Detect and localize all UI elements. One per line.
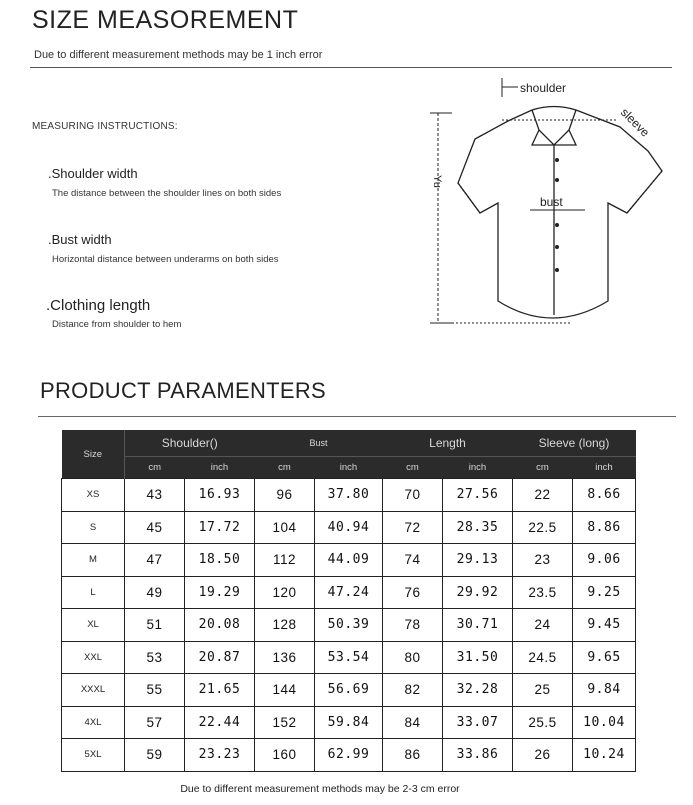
value-cell: 53 (125, 641, 185, 674)
value-cell: 112 (255, 544, 315, 577)
shirt-measurement-diagram (420, 75, 680, 335)
value-cell: 23 (513, 544, 573, 577)
unit-header: inch (185, 457, 255, 479)
value-cell: 22 (513, 479, 573, 512)
size-cell: M (62, 544, 125, 577)
value-cell: 33.07 (443, 706, 513, 739)
value-cell: 33.86 (443, 739, 513, 772)
value-cell: 144 (255, 674, 315, 707)
shirt-outline-icon (458, 107, 662, 319)
value-cell: 22.5 (513, 511, 573, 544)
button-dots (555, 158, 559, 272)
value-cell: 28.35 (443, 511, 513, 544)
value-cell: 45 (125, 511, 185, 544)
value-cell: 37.80 (315, 479, 383, 512)
instruction-desc-bust: Horizontal distance between underarms on both sides (52, 254, 279, 265)
value-cell: 44.09 (315, 544, 383, 577)
value-cell: 72 (383, 511, 443, 544)
value-cell: 104 (255, 511, 315, 544)
value-cell: 47.24 (315, 576, 383, 609)
group-header-shoulder: Shoulder() (125, 430, 255, 457)
value-cell: 29.13 (443, 544, 513, 577)
value-cell: 22.44 (185, 706, 255, 739)
value-cell: 24 (513, 609, 573, 642)
size-measurement-title: SIZE MEASOREMENT (32, 6, 299, 34)
value-cell: 20.87 (185, 641, 255, 674)
value-cell: 25 (513, 674, 573, 707)
size-cell: XXXL (62, 674, 125, 707)
value-cell: 96 (255, 479, 315, 512)
size-cell: 5XL (62, 739, 125, 772)
size-cell: 4XL (62, 706, 125, 739)
instruction-title-length: .Clothing length (46, 297, 151, 314)
unit-header: inch (315, 457, 383, 479)
value-cell: 9.25 (573, 576, 636, 609)
value-cell: 47 (125, 544, 185, 577)
value-cell: 59.84 (315, 706, 383, 739)
value-cell: 23.23 (185, 739, 255, 772)
size-cell: L (62, 576, 125, 609)
value-cell: 70 (383, 479, 443, 512)
value-cell: 128 (255, 609, 315, 642)
table-row (62, 641, 636, 674)
table-unit-row (62, 457, 636, 479)
table-row (62, 511, 636, 544)
value-cell: 9.65 (573, 641, 636, 674)
size-cell: XXL (62, 641, 125, 674)
value-cell: 25.5 (513, 706, 573, 739)
value-cell: 160 (255, 739, 315, 772)
value-cell: 26 (513, 739, 573, 772)
table-row (62, 544, 636, 577)
size-cell: XL (62, 609, 125, 642)
measurement-error-note: Due to different measurement methods may be 1 inch error (34, 49, 323, 61)
footer-error-note: Due to different measurement methods may be 2-3 cm error (180, 783, 460, 795)
table-row (62, 576, 636, 609)
table-row (62, 739, 636, 772)
value-cell: 57 (125, 706, 185, 739)
value-cell: 49 (125, 576, 185, 609)
value-cell: 84 (383, 706, 443, 739)
value-cell: 19.29 (185, 576, 255, 609)
value-cell: 31.50 (443, 641, 513, 674)
value-cell: 16.93 (185, 479, 255, 512)
value-cell: 120 (255, 576, 315, 609)
shoulder-label: shoulder (520, 81, 567, 95)
table-row (62, 609, 636, 642)
value-cell: 59 (125, 739, 185, 772)
instruction-desc-length: Distance from shoulder to hem (52, 319, 182, 330)
value-cell: 76 (383, 576, 443, 609)
value-cell: 62.99 (315, 739, 383, 772)
value-cell: 43 (125, 479, 185, 512)
value-cell: 10.04 (573, 706, 636, 739)
size-chart-table (61, 430, 636, 772)
value-cell: 32.28 (443, 674, 513, 707)
unit-header: cm (255, 457, 315, 479)
value-cell: 17.72 (185, 511, 255, 544)
value-cell: 56.69 (315, 674, 383, 707)
value-cell: 152 (255, 706, 315, 739)
product-parameters-title: PRODUCT PARAMENTERS (40, 378, 327, 403)
value-cell: 40.94 (315, 511, 383, 544)
value-cell: 9.84 (573, 674, 636, 707)
table-header-row (62, 430, 636, 457)
value-cell: 86 (383, 739, 443, 772)
size-cell: S (62, 511, 125, 544)
table-row (62, 674, 636, 707)
value-cell: 21.65 (185, 674, 255, 707)
value-cell: 8.66 (573, 479, 636, 512)
group-header-bust: Bust (255, 430, 383, 457)
measuring-instructions-heading: MEASURING INSTRUCTIONS: (32, 121, 178, 132)
value-cell: 24.5 (513, 641, 573, 674)
size-cell: XS (62, 479, 125, 512)
value-cell: 27.56 (443, 479, 513, 512)
table-row (62, 706, 636, 739)
group-header-sleeve: Sleeve (long) (513, 430, 636, 457)
value-cell: 80 (383, 641, 443, 674)
unit-header: cm (513, 457, 573, 479)
value-cell: 8.86 (573, 511, 636, 544)
value-cell: 20.08 (185, 609, 255, 642)
value-cell: 9.45 (573, 609, 636, 642)
value-cell: 30.71 (443, 609, 513, 642)
size-column-header: Size (62, 430, 125, 479)
value-cell: 51 (125, 609, 185, 642)
value-cell: 78 (383, 609, 443, 642)
instruction-title-bust: .Bust width (48, 232, 112, 247)
value-cell: 18.50 (185, 544, 255, 577)
unit-header: cm (125, 457, 185, 479)
value-cell: 55 (125, 674, 185, 707)
table-row (62, 479, 636, 512)
value-cell: 29.92 (443, 576, 513, 609)
value-cell: 74 (383, 544, 443, 577)
unit-header: cm (383, 457, 443, 479)
section-divider (30, 67, 672, 68)
value-cell: 50.39 (315, 609, 383, 642)
value-cell: 9.06 (573, 544, 636, 577)
value-cell: 82 (383, 674, 443, 707)
bust-label: bust (540, 195, 563, 209)
sleeve-label: sleeve (617, 105, 653, 140)
unit-header: inch (573, 457, 636, 479)
group-header-length: Length (383, 430, 513, 457)
value-cell: 10.24 (573, 739, 636, 772)
value-cell: 136 (255, 641, 315, 674)
value-cell: 53.54 (315, 641, 383, 674)
section-divider (38, 416, 676, 417)
length-label: Yu (431, 175, 443, 188)
value-cell: 23.5 (513, 576, 573, 609)
unit-header: inch (443, 457, 513, 479)
instruction-desc-shoulder: The distance between the shoulder lines on both sides (52, 188, 282, 199)
instruction-title-shoulder: .Shoulder width (48, 166, 138, 181)
